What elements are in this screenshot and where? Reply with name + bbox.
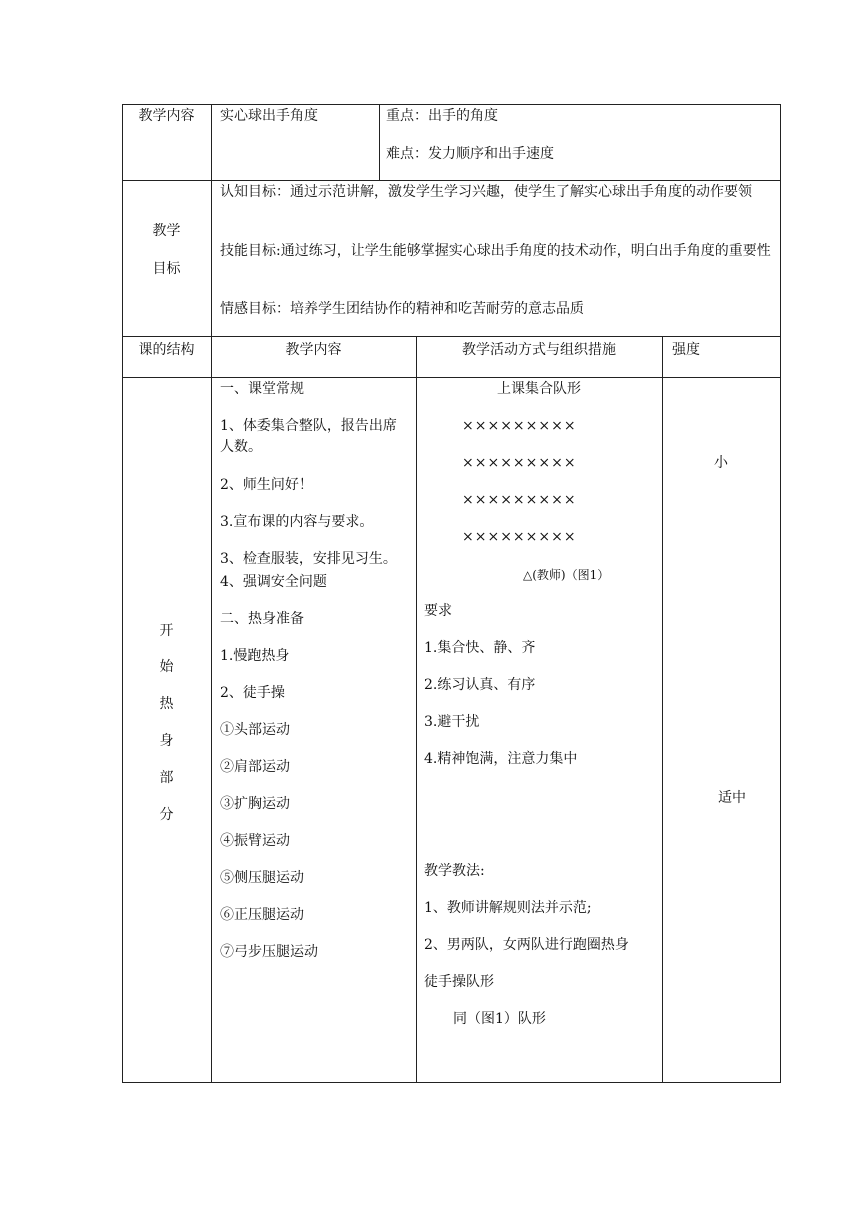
same-formation-note: 同（图1）队形 bbox=[453, 1011, 546, 1027]
content-line: 2、徒手操 bbox=[220, 685, 285, 701]
emotional-objective: 情感目标：培养学生团结协作的精神和吃苦耐劳的意志品质 bbox=[220, 301, 584, 317]
content-line: 2、师生问好！ bbox=[220, 477, 313, 493]
method-item: 2、男两队，女两队进行跑圈热身 bbox=[424, 937, 629, 953]
requirements-title: 要求 bbox=[424, 603, 452, 619]
intensity-low: 小 bbox=[714, 455, 728, 471]
content-line: ⑥正压腿运动 bbox=[220, 907, 304, 923]
table-border-top bbox=[122, 104, 781, 105]
teaching-content-label: 教学内容 bbox=[138, 108, 195, 124]
method-item: 徒手操队形 bbox=[424, 974, 494, 990]
content-line: 4、强调安全问题 bbox=[220, 574, 327, 590]
skill-objective: 技能目标:通过练习，让学生能够掌握实心球出手角度的技术动作，明白出手角度的重要性 bbox=[220, 243, 771, 259]
structure-char: 始 bbox=[159, 659, 174, 675]
table-border-bottom bbox=[122, 1082, 781, 1083]
column-header-intensity: 强度 bbox=[672, 342, 700, 358]
formation-row: ××××××××× bbox=[462, 529, 577, 545]
col-divider-structure bbox=[211, 104, 212, 1083]
requirement-item: 2.练习认真、有序 bbox=[424, 677, 536, 693]
method-item: 1、教师讲解规则法并示范; bbox=[424, 900, 592, 916]
content-line: ④振臂运动 bbox=[220, 833, 290, 849]
objectives-label-line2: 目标 bbox=[152, 261, 181, 277]
content-line: ⑦弓步压腿运动 bbox=[220, 944, 318, 960]
content-line: 一、课堂常规 bbox=[220, 381, 304, 397]
formation-row: ××××××××× bbox=[462, 455, 577, 471]
teacher-position-mark: △(教师)（图1） bbox=[523, 568, 610, 582]
content-line: ②肩部运动 bbox=[220, 759, 290, 775]
method-title: 教学教法: bbox=[424, 863, 485, 879]
content-line: 1、体委集合整队，报告出席 bbox=[220, 418, 397, 434]
formation-row: ××××××××× bbox=[462, 418, 577, 434]
structure-char: 部 bbox=[159, 770, 174, 786]
structure-char: 身 bbox=[159, 733, 174, 749]
row-divider-3 bbox=[122, 377, 781, 378]
structure-char: 开 bbox=[159, 623, 174, 639]
content-line: 1.慢跑热身 bbox=[220, 648, 290, 664]
formation-row: ××××××××× bbox=[462, 492, 577, 508]
content-line: 3、检查服装，安排见习生。 bbox=[220, 551, 397, 567]
table-border-left bbox=[122, 104, 123, 1083]
row-divider-2 bbox=[122, 336, 781, 337]
content-line: 3.宣布课的内容与要求。 bbox=[220, 514, 374, 530]
intensity-moderate: 适中 bbox=[718, 790, 746, 806]
col-divider-activity bbox=[662, 336, 663, 1083]
column-header-structure: 课的结构 bbox=[138, 342, 195, 358]
key-point: 重点：出手的角度 bbox=[386, 108, 498, 124]
column-header-activity: 教学活动方式与组织措施 bbox=[462, 342, 616, 358]
cognitive-objective: 认知目标：通过示范讲解，激发学生学习兴趣，使学生了解实心球出手角度的动作要领 bbox=[220, 184, 752, 200]
content-line: ⑤侧压腿运动 bbox=[220, 870, 304, 886]
content-line: 人数。 bbox=[220, 439, 262, 455]
difficulty-point: 难点：发力顺序和出手速度 bbox=[386, 146, 554, 162]
structure-char: 分 bbox=[159, 807, 174, 823]
requirement-item: 1.集合快、静、齐 bbox=[424, 640, 536, 656]
content-line: ③扩胸运动 bbox=[220, 796, 290, 812]
column-header-content: 教学内容 bbox=[285, 342, 342, 358]
content-line: ①头部运动 bbox=[220, 722, 290, 738]
content-line: 二、热身准备 bbox=[220, 611, 304, 627]
objectives-label-line1: 教学 bbox=[152, 223, 181, 239]
table-border-right bbox=[780, 104, 781, 1083]
teaching-content-value: 实心球出手角度 bbox=[220, 108, 318, 124]
requirement-item: 4.精神饱满，注意力集中 bbox=[424, 751, 578, 767]
col-divider-header-content bbox=[379, 104, 380, 181]
formation-title: 上课集合队形 bbox=[497, 381, 581, 397]
requirement-item: 3.避干扰 bbox=[424, 714, 480, 730]
col-divider-content bbox=[416, 336, 417, 1083]
structure-char: 热 bbox=[159, 696, 174, 712]
